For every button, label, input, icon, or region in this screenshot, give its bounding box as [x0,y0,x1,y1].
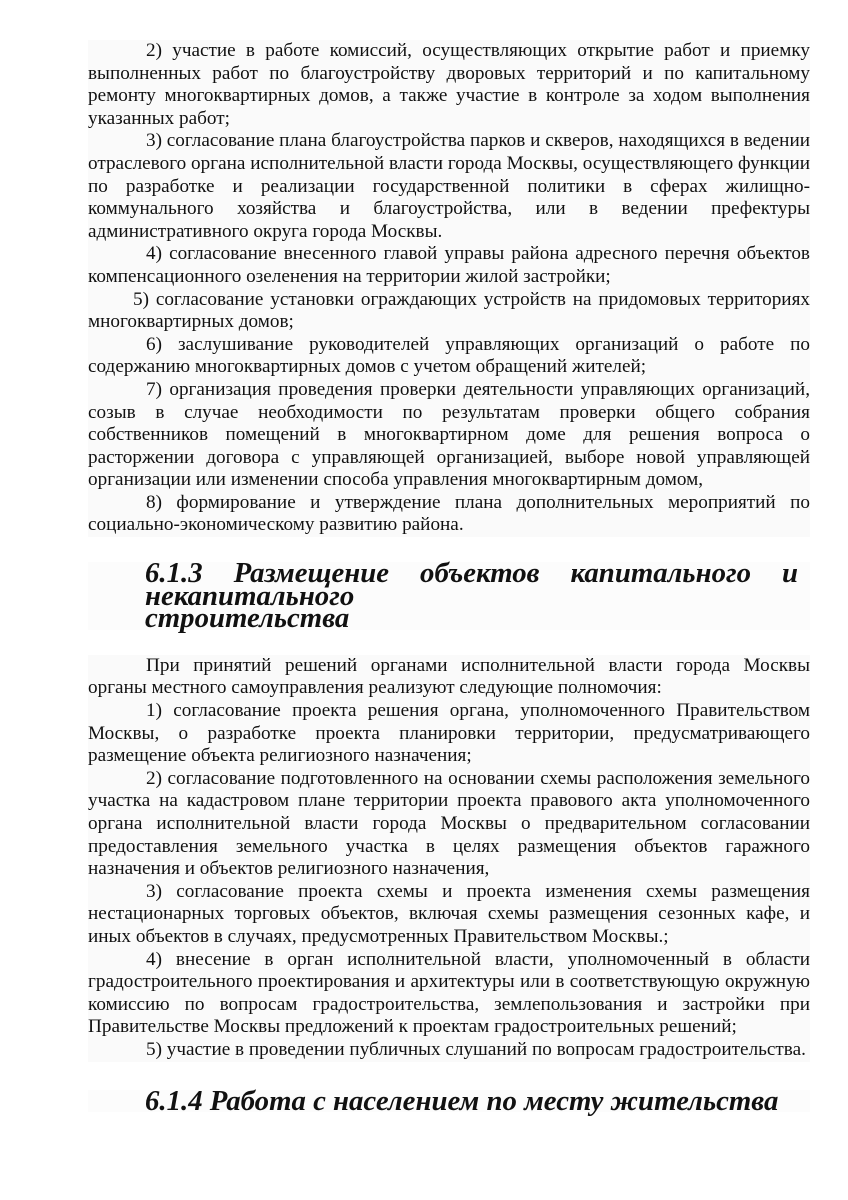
list-item: 2) согласование подготовленного на основании схемы расположения земельного участка на кадастровом плане территории проекта правового акта уполномоченного органа исполнительной власти города Москвы о предварительном согласовании предоставления земельного участка в целях размещения объектов гаражного назначения и объектов религиозного назначения, [88,767,810,880]
list-item: 7) организация проведения проверки деятельности управляющих организаций, созыв в случае необходимости по результатам проверки общего собрания собственников помещений в многоквартирном доме для решения вопроса о расторжении договора с управляющей организацией, выборе новой управляющей организации или изменении способа управления многоквартирным домом, [88,378,810,491]
list-item: 3) согласование проекта схемы и проекта изменения схемы размещения нестационарных торговых объектов, включая схемы размещения сезонных кафе, и иных объектов в случаях, предусмотренных Правительством Москвы.; [88,880,810,947]
section-heading-613 [88,557,810,635]
list-item: 4) внесение в орган исполнительной власти, уполномоченный в области градостроительного проектирования и архитектуры или в соответствующую окружную комиссию по вопросам градостроительства, землепользования и застройки при Правительстве Москвы предложений к проектам градостроительных решений; [88,948,810,1038]
list-item: 5) участие в проведении публичных слушаний по вопросам градостроительства. [146,1038,806,1060]
list-item: 5) согласование установки ограждающих устройств на придомовых территориях многоквартирных домов; [88,288,810,333]
list-item: 3) согласование плана благоустройства парков и скверов, находящихся в ведении отраслевого органа исполнительной власти города Москвы, осуществляющего функции по разработке и реализации государственной политики в сферах жилищно-коммунального хозяйства и благоустройства, или в ведении префектуры административного округа города Москвы. [88,130,810,242]
list-item: 8) формирование и утверждение плана дополнительных мероприятий по социально-экономическому развитию района. [88,491,810,536]
document-page [88,40,810,1117]
list-item: 4) согласование внесенного главой управы района адресного перечня объектов компенсационного озеленения на территории жилой застройки; [88,243,810,287]
list-item: 1) согласование проекта решения органа, уполномоченного Правительством Москвы, о разработке проекта планировки территории, предусматривающего размещение объекта религиозного назначения; [88,700,810,767]
section-612-list [88,40,810,537]
section-613-body [88,655,810,1062]
section-heading-614: 6.1.4 Работа с населением по месту жительства [88,1090,810,1113]
list-item: 2) участие в работе комиссий, осуществляющих открытие работ и приемку выполненных работ по благоустройству дворовых территорий и по капитальному ремонту многоквартирных домов, а также участие в контроле за ходом выполнения указанных работ; [88,40,810,129]
heading-line-1: 6.1.3 Размещение объектов капитального и некапитального [145,557,798,612]
list-item: 6) заслушивание руководителей управляющих организаций о работе по содержанию многоквартирных домов с учетом обращений жителей; [88,333,810,378]
section-intro: При принятий решений органами исполнительной власти города Москвы органы местного самоуправления реализуют следующие полномочия: [88,654,810,699]
heading-line-2: строительства [145,602,350,635]
